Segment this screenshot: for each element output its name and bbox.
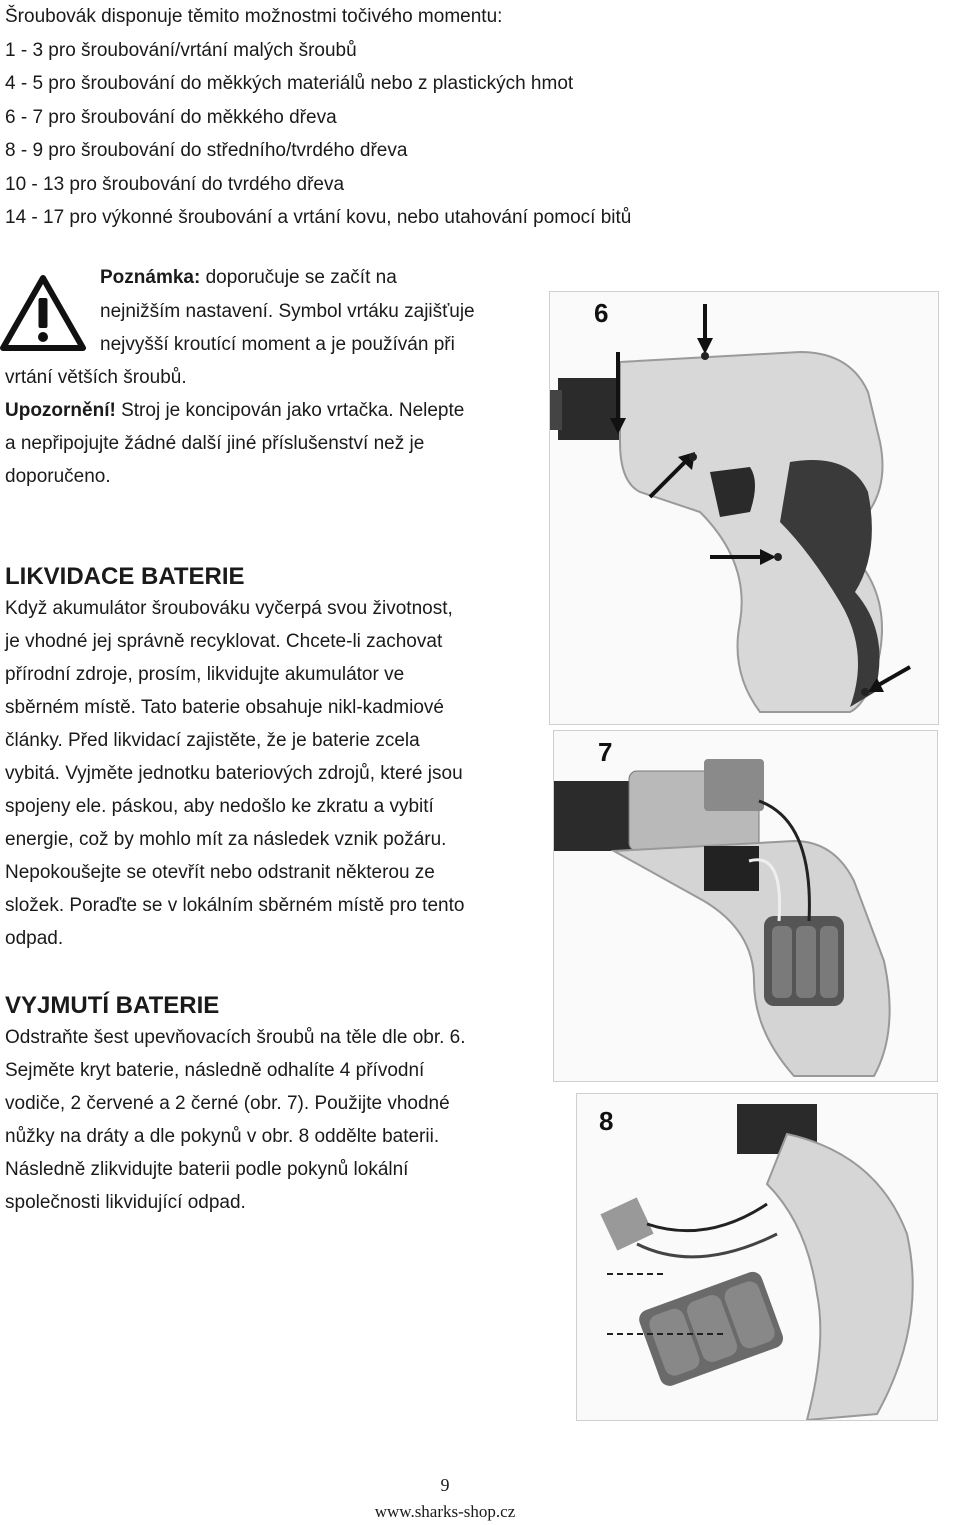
paragraph-line: energie, což by mohlo mít za následek vznik požáru. — [5, 829, 447, 850]
page-number: 9 — [440, 1475, 450, 1495]
note-line: nejnižším nastavení. Symbol vrtáku zajišťuje — [100, 301, 475, 322]
note-line: a nepřipojujte žádné další jiné příslušenství než je — [5, 433, 425, 454]
paragraph-line: spojeny ele. páskou, aby nedošlo ke zkratu a vybití — [5, 796, 434, 817]
warning-triangle-icon — [0, 274, 86, 354]
paragraph-line: vybitá. Vyjměte jednotku bateriových zdrojů, které jsou — [5, 763, 463, 784]
figure-number: 8 — [599, 1106, 614, 1136]
torque-item: 14 - 17 pro výkonné šroubování a vrtání kovu, nebo utahování pomocí bitů — [5, 207, 632, 228]
battery-removal-illustration — [577, 1094, 937, 1420]
figure-8 — [576, 1093, 938, 1421]
paragraph-line: nůžky na dráty a dle pokynů v obr. 8 oddělte baterii. — [5, 1126, 440, 1147]
note-label: Poznámka: — [100, 267, 201, 288]
paragraph-line: Když akumulátor šroubováku vyčerpá svou životnost, — [5, 598, 453, 619]
paragraph-line: Sejměte kryt baterie, následně odhalíte 4 přívodní — [5, 1060, 425, 1081]
note-line: vrtání větších šroubů. — [5, 367, 187, 388]
torque-section — [5, 0, 631, 235]
paragraph-line: odpad. — [5, 928, 64, 949]
note-line: Poznámka: doporučuje se začít na — [100, 267, 397, 288]
paragraph-line: společnosti likvidující odpad. — [5, 1192, 246, 1213]
torque-item: 8 - 9 pro šroubování do středního/tvrdého dřeva — [5, 140, 408, 161]
paragraph-line: složek. Poraďte se v lokálním sběrném místě pro tento — [5, 895, 465, 916]
note-line: Upozornění! Stroj je koncipován jako vrtačka. Nelepte — [5, 400, 465, 421]
paragraph-line: je vhodné jej správně recyklovat. Chcete-li zachovat — [5, 631, 443, 652]
note-line: doporučeno. — [5, 466, 111, 487]
paragraph-line: Nepokoušejte se otevřít nebo odstranit některou ze — [5, 862, 435, 883]
figure-6 — [549, 291, 939, 725]
paragraph-line: Následně zlikvidujte baterii podle pokynů lokální — [5, 1159, 409, 1180]
website-url: www.sharks-shop.cz — [374, 1502, 516, 1521]
figure-number: 6 — [594, 298, 609, 328]
paragraph-line: přírodní zdroje, prosím, likvidujte akumulátor ve — [5, 664, 405, 685]
torque-item: 4 - 5 pro šroubování do měkkých materiálů nebo z plastických hmot — [5, 73, 574, 94]
figure-7 — [553, 730, 938, 1082]
drill-exterior-illustration — [550, 292, 938, 724]
torque-item: 10 - 13 pro šroubování do tvrdého dřeva — [5, 173, 345, 195]
torque-item: 6 - 7 pro šroubování do měkkého dřeva — [5, 106, 337, 128]
drill-open-battery-illustration — [554, 731, 937, 1081]
paragraph-line: články. Před likvidací zajistěte, že je baterie zcela — [5, 730, 420, 751]
torque-item: 1 - 3 pro šroubování/vrtání malých šroubů — [5, 39, 357, 61]
paragraph-line: vodiče, 2 červené a 2 černé (obr. 7). Použijte vhodné — [5, 1093, 450, 1114]
paragraph-line: Odstraňte šest upevňovacích šroubů na těle dle obr. 6. — [5, 1027, 466, 1048]
removal-heading: VYJMUTÍ BATERIE — [5, 992, 220, 1019]
note-line: nejvyšší kroutící moment a je používán při — [100, 334, 455, 355]
warning-label: Upozornění! — [5, 400, 116, 421]
figure-number: 7 — [598, 737, 613, 767]
paragraph-line: sběrném místě. Tato baterie obsahuje nikl-kadmiové — [5, 697, 444, 718]
disposal-heading: LIKVIDACE BATERIE — [5, 563, 245, 590]
torque-intro: Šroubovák disponuje těmito možnostmi točivého momentu: — [5, 6, 503, 27]
